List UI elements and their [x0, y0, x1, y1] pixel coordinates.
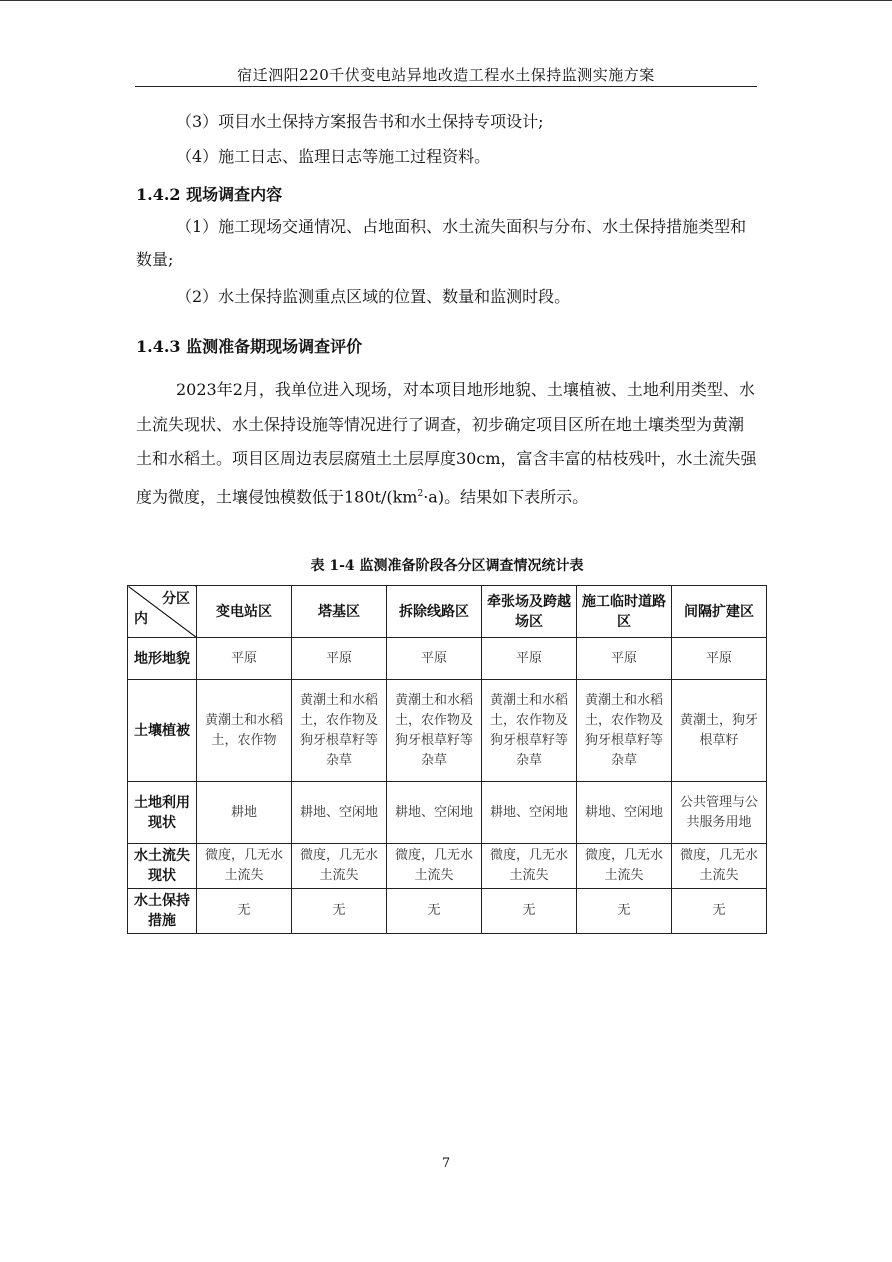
page-number: 7	[441, 1156, 451, 1171]
list-item-3: （3）项目水土保持方案报告书和水土保持专项设计;	[176, 112, 544, 131]
column-header: 间隔扩建区	[672, 586, 767, 638]
column-header: 拆除线路区	[387, 586, 482, 638]
survey-item-2: （2）水土保持监测重点区域的位置、数量和监测时段。	[176, 287, 571, 306]
table-cell: 微度，几无水土流失	[197, 844, 292, 889]
table-cell: 平原	[577, 638, 672, 680]
table-cell: 无	[292, 889, 387, 934]
table-row	[128, 889, 767, 934]
table-cell: 黄潮土和水稻土，农作物及狗牙根草籽等杂草	[387, 680, 482, 782]
table-cell: 公共管理与公共服务用地	[672, 782, 767, 844]
row-header: 土壤植被	[128, 680, 197, 782]
heading-1-4-2: 1.4.2 现场调查内容	[136, 185, 283, 204]
row-header: 水土保持措施	[128, 889, 197, 934]
table-cell: 平原	[292, 638, 387, 680]
table-cell: 黄潮土和水稻土，农作物及狗牙根草籽等杂草	[482, 680, 577, 782]
table-cell: 无	[387, 889, 482, 934]
table-cell: 黄潮土和水稻土，农作物及狗牙根草籽等杂草	[577, 680, 672, 782]
table-cell: 微度，几无水土流失	[672, 844, 767, 889]
table-cell: 黄潮土，狗牙根草籽	[672, 680, 767, 782]
column-header: 塔基区	[292, 586, 387, 638]
running-header: 宿迁泗阳220千伏变电站异地改造工程水土保持监测实施方案	[237, 66, 655, 84]
survey-item-1: （1）施工现场交通情况、占地面积、水土流失面积与分布、水土保持措施类型和数量;	[136, 217, 747, 269]
table-cell: 微度，几无水土流失	[292, 844, 387, 889]
column-header: 牵张场及跨越场区	[482, 586, 577, 638]
table-cell: 无	[577, 889, 672, 934]
table-cell: 平原	[387, 638, 482, 680]
row-header: 地形地貌	[128, 638, 197, 680]
heading-1-4-3: 1.4.3 监测准备期现场调查评价	[136, 337, 363, 356]
table-cell: 耕地、空闲地	[577, 782, 672, 844]
evaluation-paragraph	[136, 373, 758, 514]
table-corner-cell	[128, 586, 197, 638]
evaluation-paragraph-tail: ·a)。结果如下表所示。	[423, 486, 589, 506]
column-header: 变电站区	[197, 586, 292, 638]
table-cell: 平原	[672, 638, 767, 680]
row-header: 水土流失现状	[128, 844, 197, 889]
list-item-4: （4）施工日志、监理日志等施工过程资料。	[176, 147, 491, 166]
table-cell: 耕地、空闲地	[292, 782, 387, 844]
table-cell: 微度，几无水土流失	[387, 844, 482, 889]
table-row	[128, 844, 767, 889]
table-cell: 无	[672, 889, 767, 934]
table-cell: 耕地、空闲地	[387, 782, 482, 844]
table-row	[128, 638, 767, 680]
corner-label-top: 分区	[162, 591, 190, 607]
column-header: 施工临时道路区	[577, 586, 672, 638]
table-cell: 耕地	[197, 782, 292, 844]
table-cell: 平原	[482, 638, 577, 680]
table-caption: 表 1-4 监测准备阶段各分区调查情况统计表	[310, 558, 584, 574]
evaluation-paragraph-main: 2023年2月，我单位进入现场，对本项目地形地貌、土壤植被、土地利用类型、水土流失现状、水土保持设施等情况进行了调查，初步确定项目区所在地土壤类型为黄潮土和水稻土。项目区周边表层腐殖土土层厚度30cm，富含丰富的枯枝残叶，水土流失强度为微度，土壤侵蚀模数低于180t/(km	[136, 380, 757, 506]
table-row	[128, 782, 767, 844]
table-cell: 微度，几无水土流失	[577, 844, 672, 889]
table-header-row	[128, 586, 767, 638]
survey-table	[127, 585, 767, 934]
table-cell: 无	[197, 889, 292, 934]
superscript-2: 2	[417, 488, 424, 499]
table-cell: 耕地、空闲地	[482, 782, 577, 844]
table-cell: 平原	[197, 638, 292, 680]
table-cell: 无	[482, 889, 577, 934]
corner-label-bottom: 内	[134, 611, 148, 627]
table-cell: 微度，几无水土流失	[482, 844, 577, 889]
row-header: 土地利用现状	[128, 782, 197, 844]
table-cell: 黄潮土和水稻土，农作物	[197, 680, 292, 782]
table-cell: 黄潮土和水稻土，农作物及狗牙根草籽等杂草	[292, 680, 387, 782]
header-rule	[135, 86, 757, 87]
page-top-border	[0, 0, 892, 1]
table-row	[128, 680, 767, 782]
